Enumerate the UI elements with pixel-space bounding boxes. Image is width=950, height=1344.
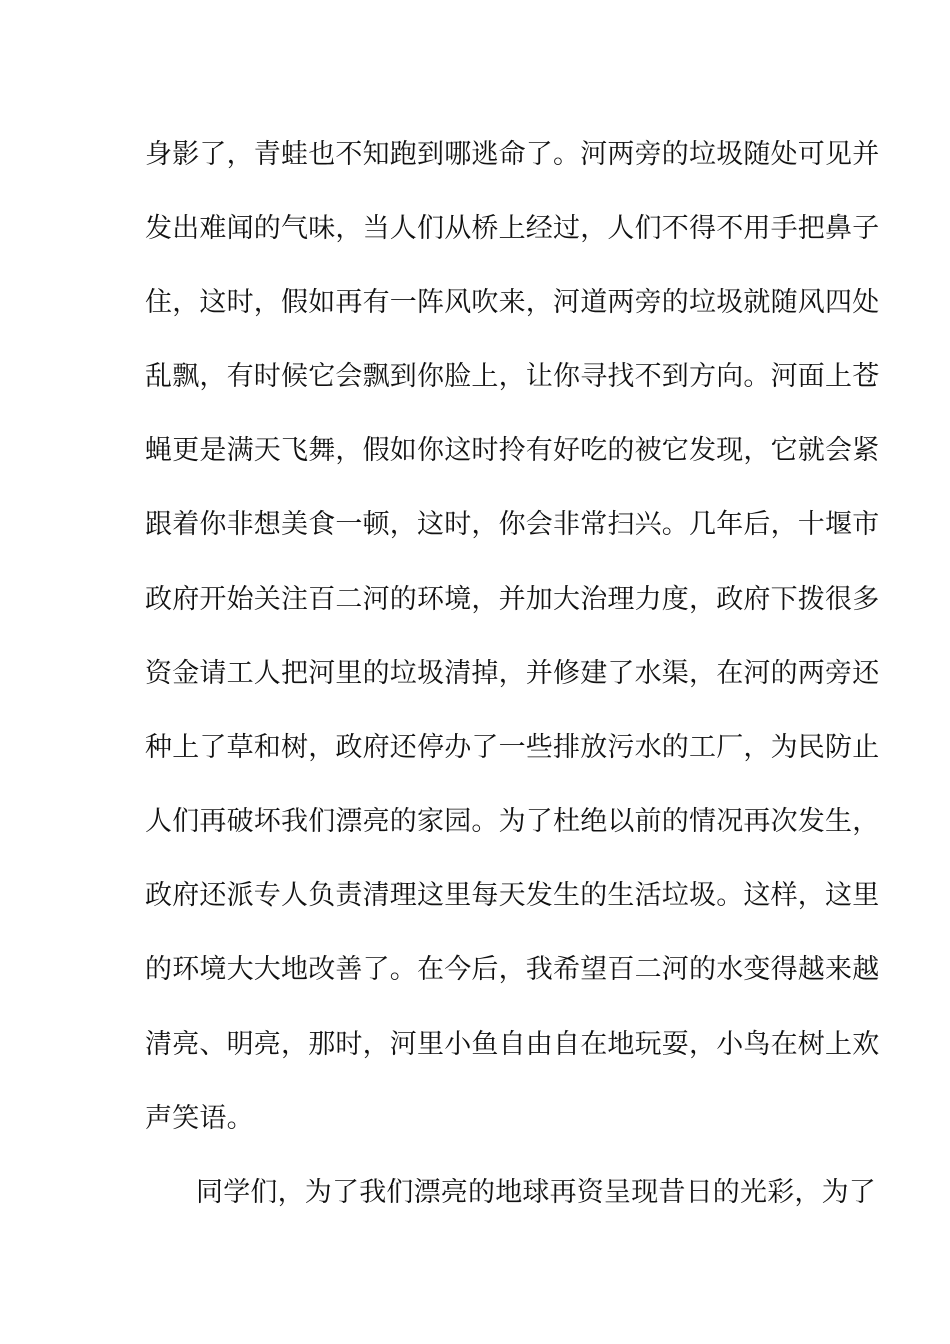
text-line: 人们再破坏我们漂亮的家园。为了杜绝以前的情况再次发生， — [145, 806, 880, 837]
paragraph-first-line: 同学们，为了我们漂亮的地球再资呈现昔日的光彩，为了 — [196, 1177, 876, 1208]
text-line: 身影了，青蛙也不知跑到哪逃命了。河两旁的垃圾随处可见并 — [145, 139, 880, 170]
text-line: 声笑语。 — [145, 1103, 254, 1134]
text-line: 住，这时，假如再有一阵风吹来，河道两旁的垃圾就随风四处 — [145, 287, 880, 318]
text-line: 资金请工人把河里的垃圾清掉，并修建了水渠，在河的两旁还 — [145, 658, 880, 689]
text-line: 发出难闻的气味，当人们从桥上经过，人们不得不用手把鼻子 — [145, 213, 880, 244]
text-line: 乱飘，有时候它会飘到你脸上，让你寻找不到方向。河面上苍 — [145, 361, 880, 392]
text-line: 种上了草和树，政府还停办了一些排放污水的工厂，为民防止 — [145, 732, 880, 763]
text-line: 政府还派专人负责清理这里每天发生的生活垃圾。这样，这里 — [145, 880, 880, 911]
text-line: 跟着你非想美食一顿，这时，你会非常扫兴。几年后，十堰市 — [145, 509, 880, 540]
text-line: 清亮、明亮，那时，河里小鱼自由自在地玩耍，小鸟在树上欢 — [145, 1029, 880, 1060]
text-line: 蝇更是满天飞舞，假如你这时拎有好吃的被它发现，它就会紧 — [145, 435, 880, 466]
text-line: 的环境大大地改善了。在今后，我希望百二河的水变得越来越 — [145, 954, 880, 985]
text-line: 政府开始关注百二河的环境，并加大治理力度，政府下拨很多 — [145, 584, 880, 615]
